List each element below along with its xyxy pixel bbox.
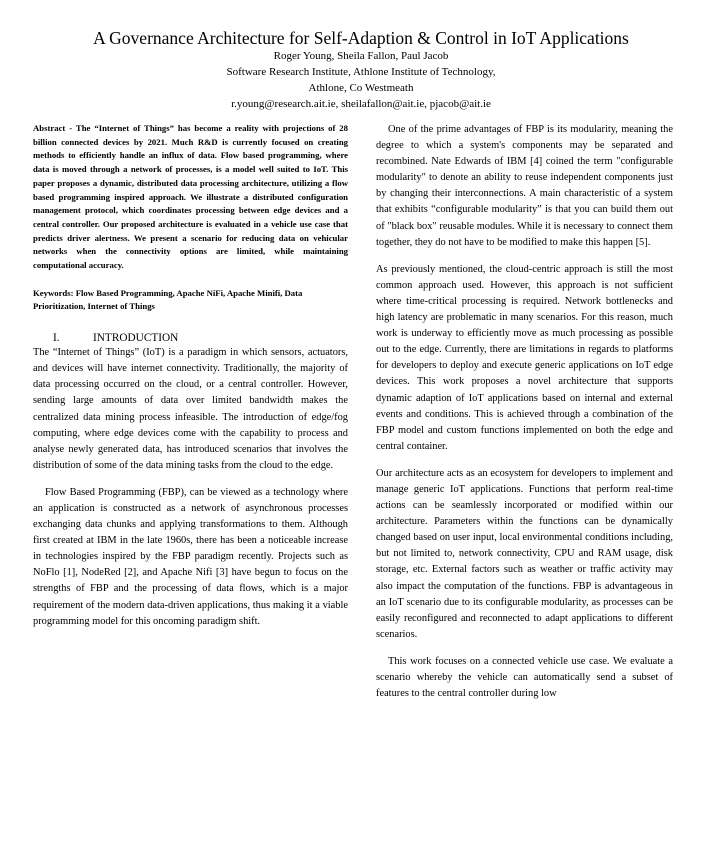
affiliation-line-2: Athlone, Co Westmeath <box>308 82 414 94</box>
intro-paragraph-1: The “Internet of Things” (IoT) is a paradigm in which sensors, actuators, and devices will have internet connectivity. Traditionally, the majority of data processing occurred on the cloud, or a central controller. However, sending large amounts of data over limited bandwidth makes the centralized data mining process infeasible. The introduction of edge/fog computing, where edge devices come with the capability to process and analyse newly generated data, has introduced scenarios that involves the distribution of some of the data mining tasks from the cloud to the edge. <box>33 347 348 471</box>
section-heading <box>33 331 348 345</box>
affiliation-line-1: Software Research Institute, Athlone Institute of Technology, <box>226 66 496 78</box>
abstract: Abstract - The “Internet of Things” has become a reality with projections of 28 billion connected devices by 2021. Much R&D is currently focused on creating methods to efficiently handle an influx of data. Flow based programming, where data is moved through a network of processes, is a model well suited to IoT. This paper proposes a dynamic, distributed data processing architecture, utilizing a flow based programming inspired approach. We illustrate a distributed configuration management protocol, which coordinates processing between edge devices and a central controller. Our proposed architecture is evaluated in a vehicle use case that predicts driver alertness. We present a scenario for reducing data on vehicular networks when the connectivity options are limited, while maintaining computational accuracy. <box>33 123 348 271</box>
left-column <box>33 122 348 630</box>
section-title: INTRODUCTION <box>93 332 179 345</box>
right-column <box>376 122 673 702</box>
paper-title: A Governance Architecture for Self-Adaption & Control in IoT Applications <box>93 28 629 48</box>
body-paragraph-architecture: Our architecture acts as an ecosystem for developers to implement and manage generic IoT applications. Functions that perform real-time actions can be seamlessly incorporated or modified within our architecture. Parameters within the functions can be dynamically changed based on user input, local environmental conditions including, but not limited to, network connectivity, CPU and RAM usage, disk storage, etc. External factors such as weather or traffic activity may also impact the computation of the functions. FBP is advantageous in an IoT scenario due to its configurable modularity, as processes can be easily reconfigured and reconnected to adapt applications to different scenarios. <box>376 467 673 640</box>
body-paragraph-use-case: This work focuses on a connected vehicle use case. We evaluate a scenario whereby the vehicle can automatically send a subset of features to the central controller during low <box>376 655 673 700</box>
author-list: Roger Young, Sheila Fallon, Paul Jacob <box>273 50 449 62</box>
intro-paragraph-2: Flow Based Programming (FBP), can be viewed as a technology where an application is constructed as a network of asynchronous processes exchanging data chunks and applying transformations to them. Although first created at IBM in the late 1960s, there has been a noticeable increase in technologies inspired by the FBP paradigm recently. Projects such as NoFlo [1], NodeRed [2], and Apache Nifi [3] have begun to focus on the strengths of FBP and the processing of data flows, which is a major requirement of the modern data-driven applications, thus making it a viable programming model for this oncoming paradigm shift. <box>33 486 348 627</box>
author-emails: r.young@research.ait.ie, sheilafallon@ait.ie, pjacob@ait.ie <box>231 98 491 110</box>
keywords: Keywords: Flow Based Programming, Apache NiFi, Apache Minifi, Data Prioritization, Internet of Things <box>33 287 303 312</box>
body-paragraph-modularity: One of the prime advantages of FBP is its modularity, meaning the degree to which a system's components may be separated and recombined. Nate Edwards of IBM [4] coined the term "configurable modularity" to denote an ability to reuse independent components just by changing their interconnections. A main characteristic of a system that exhibits “configurable modularity” is that you can build them out of "black box" reusable modules. While it is necessary to connect them together, they do not have to be modified to make this happen [5]. <box>376 124 673 248</box>
section-number: I. <box>53 332 60 345</box>
body-paragraph-cloud-centric: As previously mentioned, the cloud-centric approach is still the most common approach used. However, this approach is not sufficient where time-critical processing is required. Network bottlenecks and high latency are problematic in many scenarios. For this reason, much work is underway to efficiently move as much processing as possible out to the edge. Currently, there are limitations in regards to platforms for developers to deploy and execute generic applications on IoT edge devices. This work proposes a novel architecture that supports dynamic adaption of IoT applications based on internal and external events and conditions. This is achieved through a combination of the FBP model and custom functions implemented on both the edge and central container. <box>376 263 673 452</box>
